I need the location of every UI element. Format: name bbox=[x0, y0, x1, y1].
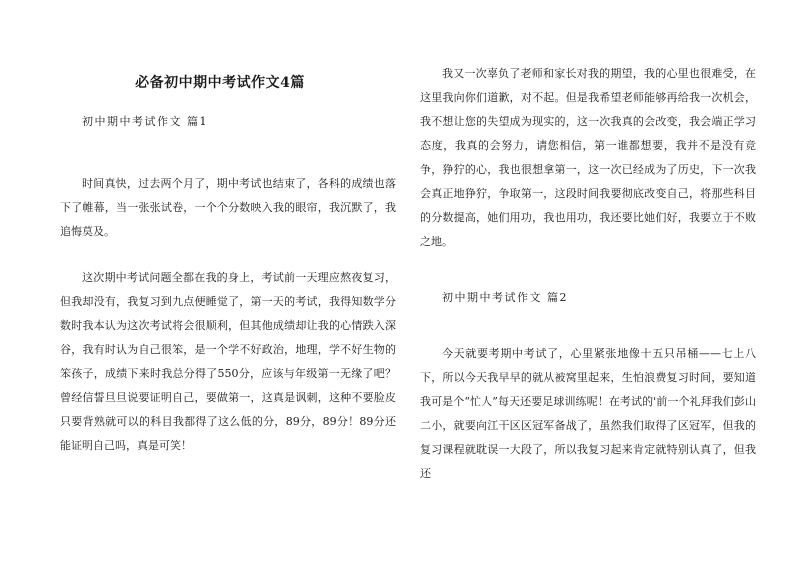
section-heading-2: 初中期中考试作文 篇2 bbox=[442, 291, 568, 304]
left-paragraph-1: 时间真快，过去两个月了，期中考试也结束了，各科的成绩也落下了帷幕，当一张张试卷，一个个分数映入我的眼帘，我沉默了，我追悔莫及。 bbox=[60, 177, 396, 238]
left-paragraph-2: 这次期中考试问题全都在我的身上，考试前一天理应熬夜复习，但我却没有，我复习到九点便睡觉了，第一天的考试，我得知数学分数时我本认为这次考试将会很顺利，但其他成绩却让我的心情跌入深谷，我有时认为自己很笨，是一个学不好政治，地理，学不好生物的笨孩子，成绩下来时我总分得了550分，应该与年级第一无缘了吧？曾经信誓旦旦说要证明自己，要做第一，这真是讽刺，这种不要脸皮只要背熟就可以的科目我都得了这么低的分，89分，89分！89分还能证明自己吗，真是可笑！ bbox=[60, 271, 396, 452]
document-title: 必备初中期中考试作文4篇 bbox=[135, 75, 305, 91]
section-heading-1: 初中期中考试作文 篇1 bbox=[82, 115, 208, 128]
right-paragraph-2: 今天就要考期中考试了，心里紧张地像十五只吊桶——七上八下，所以今天我早早的就从被窝里起来，生怕浪费复习时间，要知道我可是个“忙人”每天还要足球训练呢！在考试的'前一个礼拜我们彭山二小，就要向江干区区冠军备战了，虽然我们取得了区冠军，但我的复习课程就耽误一大段了，所以我复习起来肯定就特别认真了，但我还 bbox=[420, 347, 756, 480]
right-paragraph-1: 我又一次辜负了老师和家长对我的期望，我的心里也很难受，在这里我向你们道歉，对不起。但是我希望老师能够再给我一次机会，我不想让您的失望成为现实的，这一次我真的会改变，我会端正学习态度，我真的会努力，请您相信，第一谁都想要，我并不是没有竞争，狰狞的心，我也很想拿第一，这一次已经成为了历史，下一次我会真正地狰狞，争取第一，这段时间我要彻底改变自己，将那些科目的分数提高，她们用功，我也用功，我还要比她们好，我要立于不败之地。 bbox=[420, 67, 756, 248]
